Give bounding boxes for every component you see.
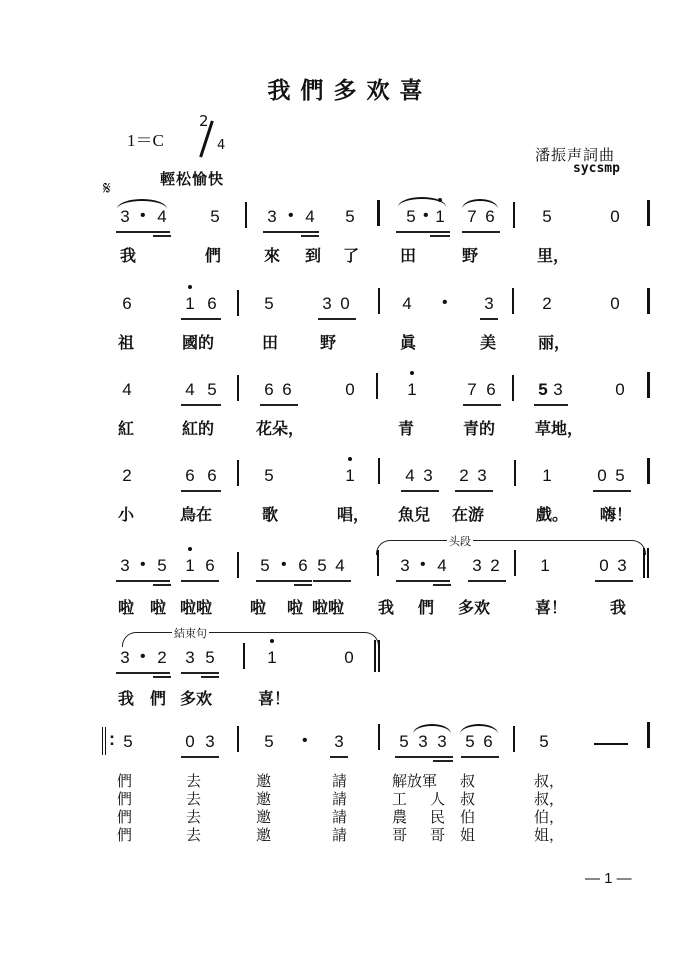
lyric: 祖	[118, 333, 135, 352]
note: 5	[465, 732, 475, 751]
note: 0	[185, 732, 195, 751]
note: 5	[542, 207, 552, 226]
song-title: 我們多欢喜	[267, 78, 433, 104]
lyric: 田	[262, 333, 279, 352]
note: 3	[617, 556, 627, 575]
barline	[647, 722, 650, 748]
beam	[301, 235, 319, 237]
note: 5	[406, 207, 416, 226]
lyric: 啦	[118, 598, 135, 617]
note: 2	[459, 466, 469, 485]
key-signature: 1＝C	[127, 131, 164, 150]
note: 7	[467, 380, 477, 399]
beam	[256, 580, 312, 582]
note: 3	[472, 556, 482, 575]
lyric: 們	[205, 246, 222, 265]
note: 5	[210, 207, 220, 226]
note: 6	[207, 466, 217, 485]
beam	[462, 231, 500, 233]
lyric: 喜！	[535, 598, 568, 617]
lyric: 我	[378, 598, 395, 617]
barline	[378, 724, 380, 750]
time-signature	[197, 112, 237, 162]
note: 0	[345, 380, 355, 399]
beam	[595, 580, 633, 582]
lyric: 我	[118, 689, 135, 708]
barline	[377, 200, 380, 226]
lyric: 叔	[460, 790, 476, 808]
lyric: 哥	[430, 826, 446, 844]
beam	[313, 580, 351, 582]
lyric: 民	[430, 808, 446, 826]
lyric: 野	[462, 246, 479, 265]
note: 6	[185, 466, 195, 485]
double-barline	[374, 640, 376, 672]
barline	[243, 643, 245, 669]
double-barline	[643, 548, 645, 578]
note: 1	[542, 466, 552, 485]
barline	[513, 202, 515, 228]
lyric: 花朵，	[256, 419, 305, 438]
beam	[395, 756, 453, 758]
lyric: 請	[332, 808, 348, 826]
beam	[181, 672, 219, 674]
note: 5	[539, 732, 549, 751]
note: 3	[553, 380, 563, 399]
note: 1	[265, 648, 279, 668]
note: 6	[205, 556, 215, 575]
lyric: 邀	[256, 790, 272, 808]
note: 4	[405, 466, 415, 485]
note: 0	[610, 294, 620, 313]
beam	[318, 318, 356, 320]
note: 6	[122, 294, 132, 313]
dot-icon: •	[420, 556, 426, 573]
beam	[116, 672, 170, 674]
lyric: 紅	[118, 419, 135, 438]
lyric: 工	[392, 790, 408, 808]
lyric: 叔	[460, 772, 476, 790]
barline	[514, 550, 516, 576]
lyric: 里，	[537, 246, 570, 265]
lyric: 們	[150, 689, 167, 708]
note: 2	[157, 648, 167, 667]
lyric: 小	[118, 505, 135, 524]
lyric: 請	[332, 826, 348, 844]
note: 0	[340, 294, 350, 313]
note: 5	[205, 648, 215, 667]
lyric: 姐，	[534, 826, 565, 844]
lyric: 去	[186, 826, 202, 844]
beam	[396, 580, 450, 582]
beam	[181, 756, 219, 758]
note: 3	[477, 466, 487, 485]
lyric: 們	[117, 772, 133, 790]
repeat-dots-icon: :	[109, 729, 115, 749]
beam	[433, 584, 451, 586]
lyric: 國的	[182, 333, 215, 352]
lyric: 去	[186, 808, 202, 826]
barline	[647, 458, 650, 484]
dot-icon: •	[302, 732, 308, 749]
note: 3	[185, 648, 195, 667]
note: 0	[597, 466, 607, 485]
lyric: 在游	[452, 505, 485, 524]
note: 4	[185, 380, 195, 399]
note: 3	[484, 294, 494, 313]
lyric: 農	[392, 808, 408, 826]
beam	[181, 318, 221, 320]
double-barline	[378, 640, 380, 672]
lyric: 眞	[400, 333, 417, 352]
note: 1	[183, 556, 197, 576]
beam	[153, 584, 171, 586]
barline	[378, 288, 380, 314]
time-numerator: 2	[199, 112, 209, 130]
lyric: 多欢	[180, 689, 213, 708]
beam	[116, 231, 170, 233]
note: 5	[123, 732, 133, 751]
lyric: 魚兒	[398, 505, 431, 524]
high-octave-dot	[270, 639, 274, 643]
beam	[153, 235, 171, 237]
page-number: — 1 —	[585, 870, 632, 887]
lyric: 們	[117, 826, 133, 844]
note: 4	[402, 294, 412, 313]
note: 5	[345, 207, 355, 226]
dot-icon: •	[140, 556, 146, 573]
note: 3	[437, 732, 447, 751]
tempo-marking: 輕松愉快	[160, 170, 225, 188]
lyric: 青的	[463, 419, 496, 438]
note: 5	[157, 556, 167, 575]
lyric: 嗨！	[600, 505, 633, 524]
lyric: 野	[320, 333, 337, 352]
note: 6	[298, 556, 308, 575]
lyric: 鳥在	[180, 505, 213, 524]
barline	[647, 372, 650, 398]
time-denominator: 4	[217, 138, 226, 153]
dot-icon: •	[140, 648, 146, 665]
lyric: 叔，	[534, 790, 565, 808]
note: 3	[267, 207, 277, 226]
note: 4	[437, 556, 447, 575]
note: 2	[122, 466, 132, 485]
note: 4	[335, 556, 345, 575]
barline	[378, 458, 380, 484]
barline	[377, 550, 379, 576]
lyric: 伯，	[534, 808, 565, 826]
beam	[430, 235, 450, 237]
lyric: 請	[332, 790, 348, 808]
barline	[513, 726, 515, 752]
note: 5	[615, 466, 625, 485]
dot-icon: •	[140, 207, 146, 224]
scan-credit: sycsmp	[573, 161, 620, 176]
note: 6	[207, 294, 217, 313]
lyric: 們	[117, 790, 133, 808]
beam	[260, 404, 298, 406]
note: 1	[405, 380, 419, 400]
note: 5	[260, 556, 270, 575]
lyric: 美	[480, 333, 497, 352]
beam	[401, 490, 439, 492]
note: 0	[615, 380, 625, 399]
note: 5	[317, 556, 327, 575]
lyric: 多欢	[458, 598, 491, 617]
lyric: 丽，	[538, 333, 571, 352]
note: 5	[264, 466, 274, 485]
lyric: 哥	[392, 826, 408, 844]
beam	[455, 490, 493, 492]
double-barline	[647, 548, 649, 578]
lyric: 來	[264, 246, 281, 265]
extension-dash	[594, 743, 628, 745]
note: 5	[538, 380, 548, 399]
lyric: 了	[343, 246, 360, 265]
segno-icon: 𝄋	[103, 178, 111, 199]
beam	[181, 580, 219, 582]
note: 3	[205, 732, 215, 751]
beam	[534, 404, 568, 406]
lyric: 歌	[262, 505, 279, 524]
beam	[480, 318, 498, 320]
lyric: 人	[430, 790, 446, 808]
note: 1	[343, 466, 357, 486]
note: 5	[264, 294, 274, 313]
note: 3	[120, 556, 130, 575]
note: 3	[400, 556, 410, 575]
lyric: 去	[186, 790, 202, 808]
lyric: 啦	[250, 598, 267, 617]
lyric: 邀	[256, 808, 272, 826]
note: 6	[282, 380, 292, 399]
lyric: 唱，	[337, 505, 370, 524]
lyric: 啦啦	[180, 598, 213, 617]
note: 6	[486, 380, 496, 399]
note: 3	[423, 466, 433, 485]
beam	[201, 676, 219, 678]
barline	[237, 290, 239, 316]
note: 7	[467, 207, 477, 226]
lyric: 請	[332, 772, 348, 790]
note: 0	[610, 207, 620, 226]
beam	[433, 760, 453, 762]
barline	[237, 460, 239, 486]
beam	[593, 490, 631, 492]
note: 3	[120, 207, 130, 226]
note: 4	[305, 207, 315, 226]
beam	[463, 404, 501, 406]
high-octave-dot	[410, 371, 414, 375]
note: 1	[540, 556, 550, 575]
high-octave-dot	[188, 285, 192, 289]
note: 3	[334, 732, 344, 751]
beam	[153, 676, 171, 678]
barline	[376, 373, 378, 399]
second-ending-bracket	[122, 632, 379, 647]
lyric: 我	[120, 246, 137, 265]
note: 3	[322, 294, 332, 313]
barline	[512, 288, 514, 314]
lyric: 邀	[256, 772, 272, 790]
dot-icon: •	[442, 294, 448, 311]
note: 6	[483, 732, 493, 751]
first-ending-bracket	[376, 540, 646, 555]
note: 2	[542, 294, 552, 313]
lyric: 啦	[287, 598, 304, 617]
lyric: 去	[186, 772, 202, 790]
lyric: 草地，	[535, 419, 584, 438]
high-octave-dot	[188, 547, 192, 551]
lyric: 伯	[460, 808, 476, 826]
lyric: 到	[305, 246, 322, 265]
repeat-start-barline	[102, 727, 103, 755]
dot-icon: •	[288, 207, 294, 224]
repeat-start-barline	[105, 727, 106, 755]
beam	[396, 231, 450, 233]
dot-icon: •	[423, 207, 429, 224]
lyric: 解放軍	[392, 772, 438, 790]
note: 3	[418, 732, 428, 751]
lyric: 啦啦	[312, 598, 345, 617]
note: 1	[433, 207, 447, 227]
note: 6	[485, 207, 495, 226]
lyric: 田	[400, 246, 417, 265]
beam	[263, 231, 319, 233]
beam	[330, 756, 348, 758]
beam	[116, 580, 170, 582]
lyric: 紅的	[182, 419, 215, 438]
note: 5	[264, 732, 274, 751]
note: 2	[490, 556, 500, 575]
lyric: 們	[117, 808, 133, 826]
beam	[461, 756, 499, 758]
barline	[245, 202, 247, 228]
note: 4	[122, 380, 132, 399]
high-octave-dot	[438, 198, 442, 202]
barline	[647, 200, 650, 226]
second-ending-label: 結束句	[174, 627, 207, 640]
beam	[468, 580, 506, 582]
barline	[647, 288, 650, 314]
note: 6	[264, 380, 274, 399]
note: 0	[599, 556, 609, 575]
lyric: 喜！	[258, 689, 291, 708]
barline	[237, 552, 239, 578]
lyric: 青	[398, 419, 415, 438]
barline	[514, 460, 516, 486]
lyric: 姐	[460, 826, 476, 844]
lyric: 叔，	[534, 772, 565, 790]
composer-credit: 潘振声詞曲	[535, 146, 616, 164]
barline	[237, 726, 239, 752]
beam	[294, 584, 312, 586]
lyric: 戲。	[536, 505, 569, 524]
lyric: 啦	[150, 598, 167, 617]
note: 5	[399, 732, 409, 751]
high-octave-dot	[348, 457, 352, 461]
lyric: 我	[610, 598, 627, 617]
note: 0	[344, 648, 354, 667]
dot-icon: •	[281, 556, 287, 573]
barline	[512, 375, 514, 401]
note: 1	[183, 294, 197, 314]
lyric: 們	[418, 598, 435, 617]
note: 4	[157, 207, 167, 226]
barline	[237, 375, 239, 401]
note: 3	[120, 648, 130, 667]
first-ending-label: 头段	[449, 535, 471, 548]
note: 5	[207, 380, 217, 399]
beam	[181, 404, 221, 406]
lyric: 邀	[256, 826, 272, 844]
beam	[181, 490, 221, 492]
